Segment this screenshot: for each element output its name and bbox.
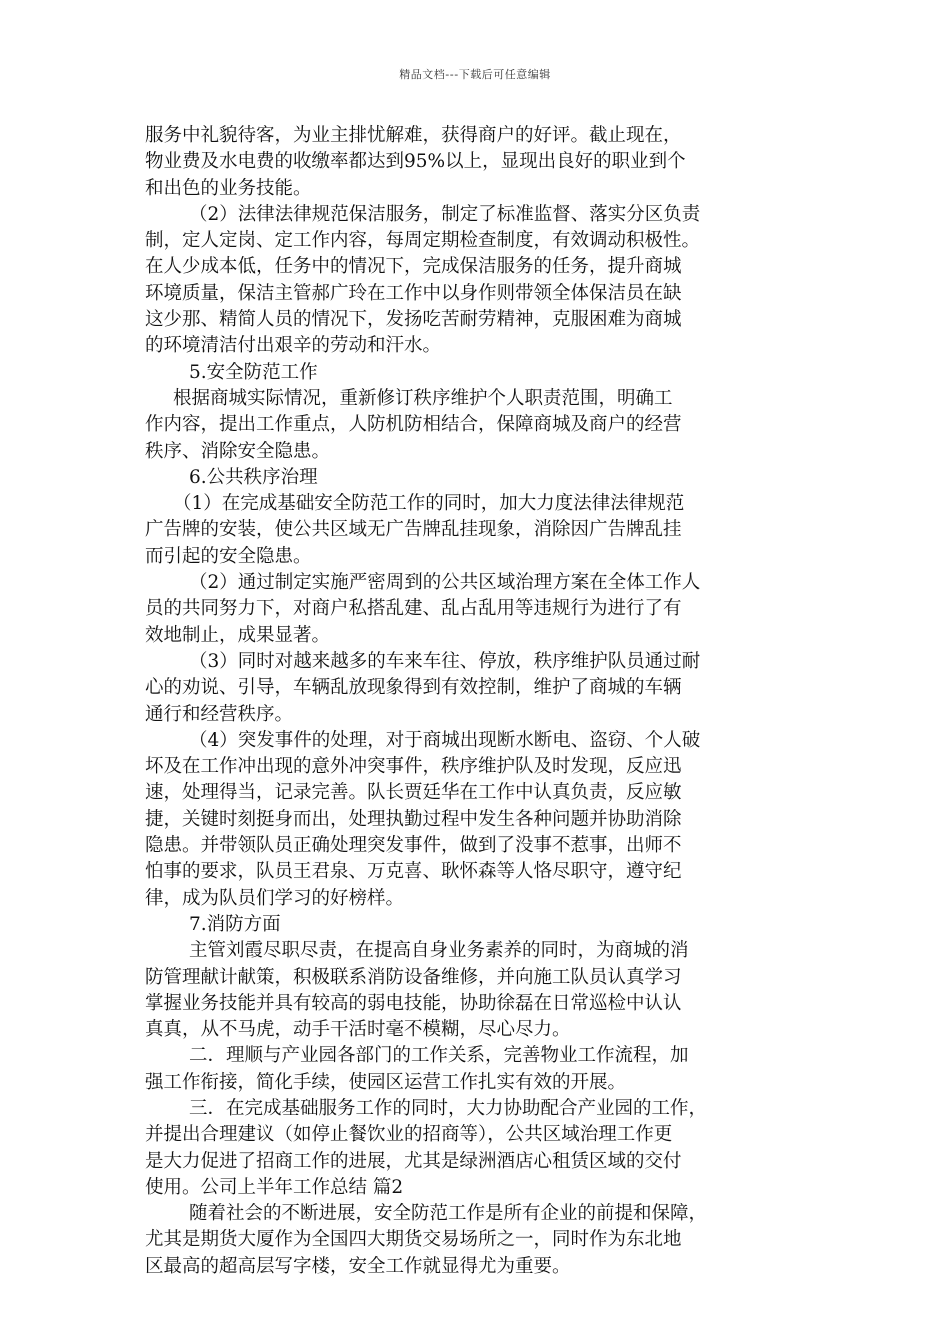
text-line: （3）同时对越来越多的车来车往、停放，秩序维护队员通过耐 <box>189 650 701 672</box>
text-line: 6.公共秩序治理 <box>189 466 318 488</box>
text-line: 掌握业务技能并具有较高的弱电技能，协助徐磊在日常巡检中认认 <box>145 992 682 1014</box>
text-line: 隐患。并带领队员正确处理突发事件，做到了没事不惹事，出师不 <box>145 835 682 857</box>
text-line: 坏及在工作冲出现的意外冲突事件，秩序维护队及时发现，反应迅 <box>145 756 682 778</box>
text-line: 速，处理得当，记录完善。队长贾廷华在工作中认真负责，反应敏 <box>145 782 682 804</box>
text-line: 律，成为队员们学习的好榜样。 <box>145 887 405 909</box>
text-line: 秩序、消除安全隐患。 <box>145 440 331 462</box>
text-line: 效地制止，成果显著。 <box>145 624 331 646</box>
text-line: 在人少成本低，任务中的情况下，完成保洁服务的任务，提升商城 <box>145 256 682 278</box>
text-line: 通行和经营秩序。 <box>145 703 294 725</box>
text-line: 心的劝说、引导，车辆乱放现象得到有效控制，维护了商城的车辆 <box>145 677 682 699</box>
text-line: 尤其是期货大厦作为全国四大期货交易场所之一，同时作为东北地 <box>145 1229 682 1251</box>
text-line: 真真，从不马虎，动手干活时毫不模糊，尽心尽力。 <box>145 1019 571 1041</box>
text-line: （1）在完成基础安全防范工作的同时，加大力度法律法律规范 <box>173 493 685 515</box>
text-line: 5.安全防范工作 <box>189 361 318 383</box>
text-line: 而引起的安全隐患。 <box>145 545 312 567</box>
text-line: 和出色的业务技能。 <box>145 177 312 199</box>
text-line: 作内容，提出工作重点，人防机防相结合，保障商城及商户的经营 <box>145 414 682 436</box>
text-line: 物业费及水电费的收缴率都达到95%以上，显现出良好的职业到个 <box>145 151 686 173</box>
text-line: 服务中礼貌待客，为业主排忧解难，获得商户的好评。截止现在， <box>145 125 682 146</box>
text-line: 捷，关键时刻挺身而出，处理执勤过程中发生各种问题并协助消除 <box>145 808 682 830</box>
text-line: 根据商城实际情况，重新修订秩序维护个人职责范围，明确工 <box>173 387 673 409</box>
text-line: 这少那、精简人员的情况下，发扬吃苦耐劳精神，克服困难为商城 <box>145 309 682 331</box>
text-line: 广告牌的安装，使公共区域无广告牌乱挂现象，消除因广告牌乱挂 <box>145 519 682 541</box>
text-line: 怕事的要求，队员王君泉、万克喜、耿怀森等人恪尽职守，遵守纪 <box>145 861 682 883</box>
text-line: 主管刘霞尽职尽责，在提高自身业务素养的同时，为商城的消 <box>189 940 689 962</box>
text-line: 是大力促进了招商工作的进展，尤其是绿洲酒店心租赁区域的交付 <box>145 1150 682 1172</box>
text-line: 三．在完成基础服务工作的同时，大力协助配合产业园的工作， <box>189 1097 708 1119</box>
text-line: 防管理献计献策，积极联系消防设备维修，并向施工队员认真学习 <box>145 966 682 988</box>
text-line: 环境质量，保洁主管郝广玲在工作中以身作则带领全体保洁员在缺 <box>145 282 682 304</box>
text-line: 区最高的超高层写字楼，安全工作就显得尤为重要。 <box>145 1255 571 1277</box>
text-line: 制，定人定岗、定工作内容，每周定期检查制度，有效调动积极性。 <box>145 230 701 252</box>
text-line: （2）通过制定实施严密周到的公共区域治理方案在全体工作人 <box>189 572 701 594</box>
text-line: （4）突发事件的处理，对于商城出现断水断电、盗窃、个人破 <box>189 729 701 751</box>
text-line: 使用。公司上半年工作总结 篇2 <box>145 1176 404 1198</box>
text-line: 随着社会的不断进展，安全防范工作是所有企业的前提和保障， <box>189 1203 708 1225</box>
document-body <box>145 123 820 1280</box>
text-line: 强工作衔接，简化手续，使园区运营工作扎实有效的开展。 <box>145 1071 627 1093</box>
text-line: 员的共同努力下，对商户私搭乱建、乱占乱用等违规行为进行了有 <box>145 598 682 620</box>
text-line: 并提出合理建议（如停止餐饮业的招商等），公共区域治理工作更 <box>145 1124 673 1146</box>
page-header: 精品文档---下载后可任意编辑 <box>399 68 551 81</box>
text-line: 的环境清洁付出艰辛的劳动和汗水。 <box>145 335 442 357</box>
text-line: 二．理顺与产业园各部门的工作关系，完善物业工作流程，加 <box>189 1045 689 1067</box>
text-line: （2）法律法律规范保洁服务，制定了标准监督、落实分区负责 <box>189 203 701 225</box>
text-line: 7.消防方面 <box>189 913 281 935</box>
